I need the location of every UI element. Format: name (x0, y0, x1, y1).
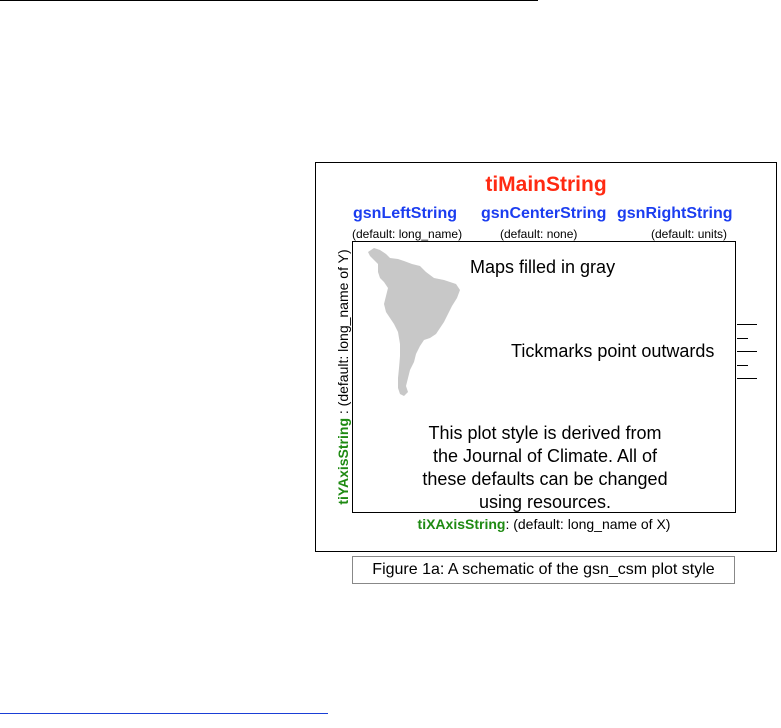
major-tickmark (737, 324, 757, 325)
minor-tickmark (737, 365, 748, 366)
x-axis-string-name: tiXAxisString (417, 516, 506, 532)
style-note (395, 422, 695, 514)
bottom-rule (0, 713, 328, 714)
main-title: tiMainString (485, 173, 607, 196)
south-america-shape (368, 248, 460, 396)
center-string-default: (default: none) (500, 227, 578, 241)
center-string-label: gsnCenterString (481, 205, 607, 222)
style-note-line: these defaults can be changed (422, 469, 668, 489)
style-note-line: using resources. (478, 492, 612, 512)
maps-note: Maps filled in gray (470, 257, 616, 277)
tickmarks-note: Tickmarks point outwards (511, 341, 715, 361)
left-string-default: (default: long_name) (352, 227, 463, 241)
x-axis-string-default: : (default: long_name of X) (505, 516, 671, 532)
top-rule (0, 0, 538, 1)
right-string-default: (default: units) (651, 227, 728, 241)
figure-caption: Figure 1a: A schematic of the gsn_csm plot style (352, 556, 735, 584)
style-note-line: This plot style is derived from (428, 423, 662, 443)
x-axis-title (352, 516, 736, 532)
major-tickmark (737, 351, 757, 352)
right-string-label: gsnRightString (617, 205, 733, 222)
left-string-label: gsnLeftString (353, 205, 457, 222)
south-america-map (364, 246, 464, 402)
major-tickmark (737, 378, 757, 379)
style-note-line: the Journal of Climate. All of (432, 446, 658, 466)
minor-tickmark (737, 338, 748, 339)
y-axis-string-name: tiYAxisString (335, 418, 351, 505)
y-axis-string-default: : (default: long_name of Y) (335, 249, 351, 418)
